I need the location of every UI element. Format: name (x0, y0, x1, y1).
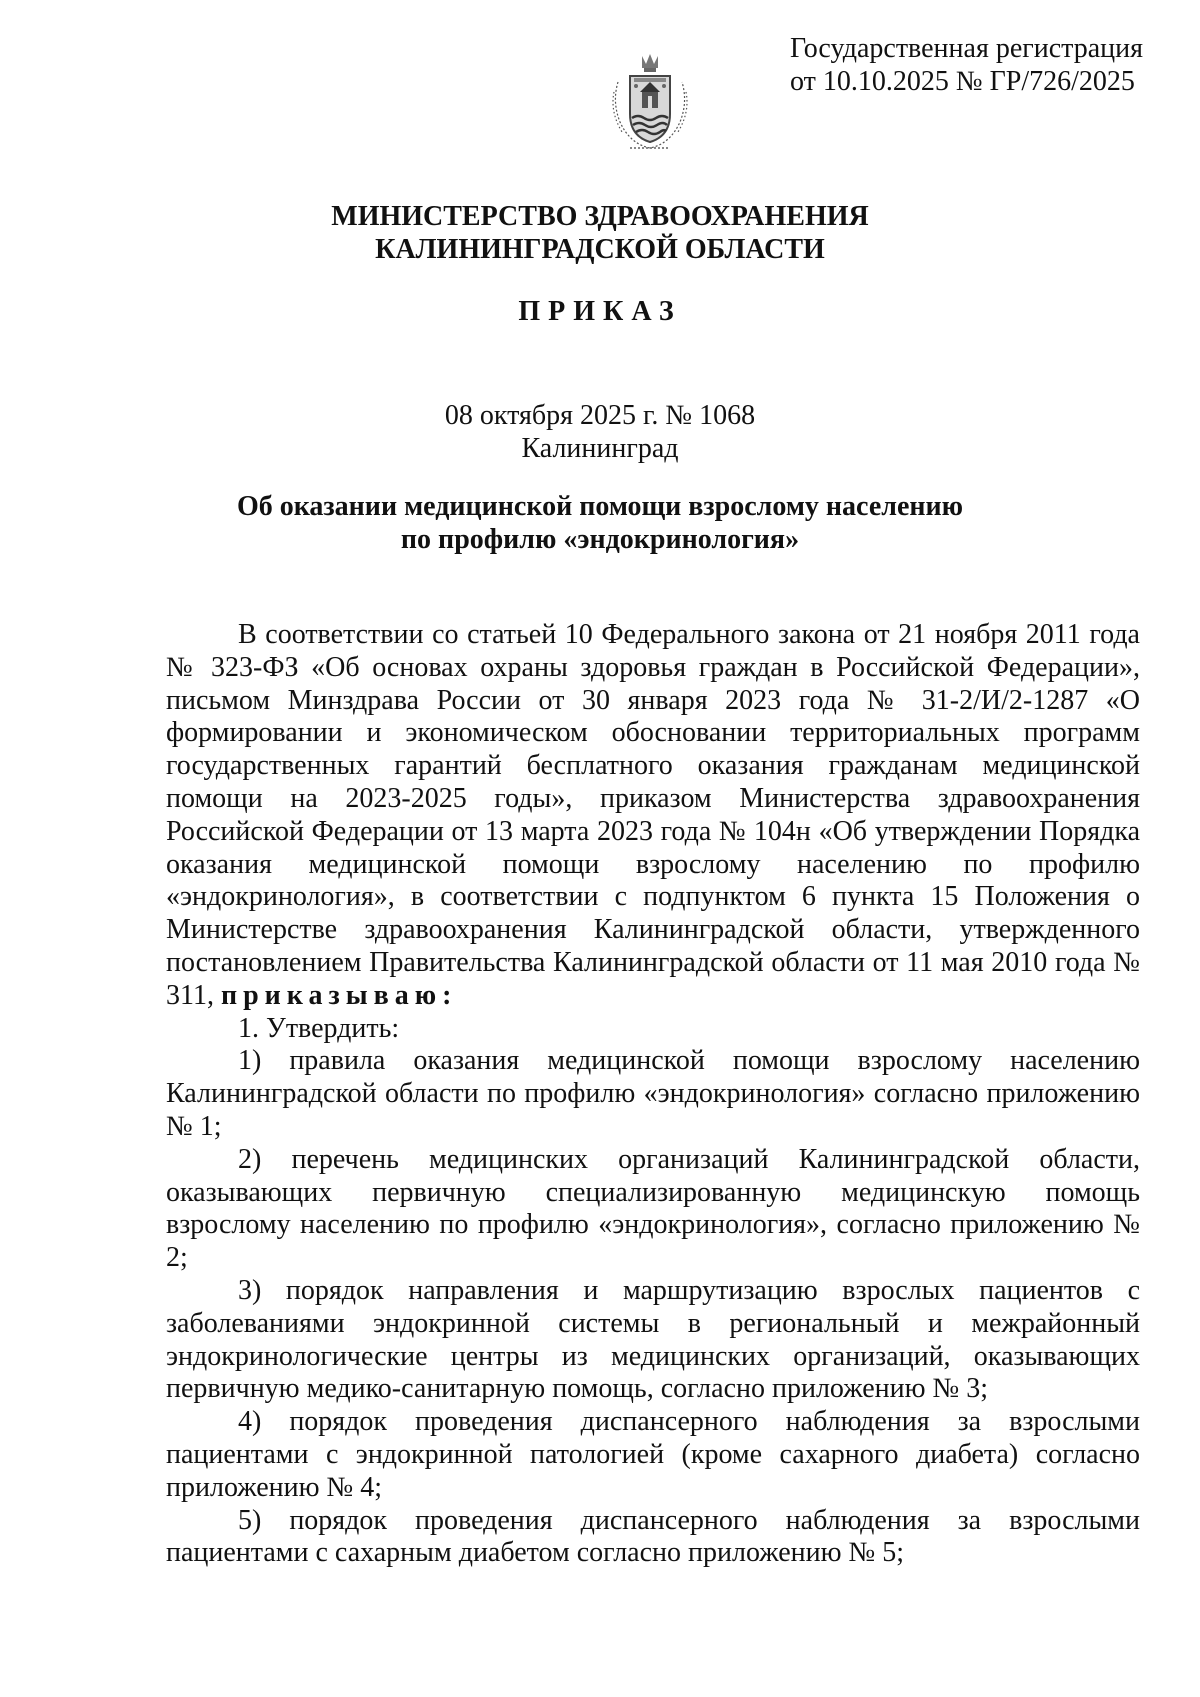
title-line-1: Об оказании медицинской помощи взрослому населению (236, 491, 964, 522)
item-1: 1. Утвердить: (238, 1012, 400, 1044)
city: Калининград (521, 433, 679, 464)
subitem-3: 3) порядок направления и маршрутизацию взрослых пациентов с заболеваниями эндокринной системы в региональный и межрайонный эндокринологические центры из медицинских организаций, оказывающих первичную медико-санитарную помощь, согласно приложению № 3; (166, 1274, 1140, 1405)
registration-stamp (790, 32, 1143, 98)
order-word: приказываю: (220, 979, 458, 1011)
title-line-2: по профилю «эндокринология» (400, 524, 800, 555)
registration-line-2: от 10.10.2025 № ГР/726/2025 (790, 66, 1135, 97)
document-body (166, 619, 1140, 1570)
document-title (150, 490, 1050, 556)
subitem-4: 4) порядок проведения диспансерного наблюдения за взрослыми пациентами с эндокринной патологией (кроме сахарного диабета) согласно приложению № 4; (166, 1406, 1140, 1503)
document-type: ПРИКАЗ (518, 296, 682, 327)
registration-line-1: Государственная регистрация (790, 33, 1143, 64)
ministry-line-2: КАЛИНИНГРАДСКОЙ ОБЛАСТИ (375, 234, 825, 265)
ministry-line-1: МИНИСТЕРСТВО ЗДРАВООХРАНЕНИЯ (331, 201, 869, 232)
subitem-5: 5) порядок проведения диспансерного наблюдения за взрослыми пациентами с сахарным диабетом согласно приложению № 5; (166, 1504, 1140, 1569)
preamble-paragraph (166, 619, 1140, 1013)
preamble-text: В соответствии со статьей 10 Федерального закона от 21 ноября 2011 года № 323-ФЗ «Об основах охраны здоровья граждан в Российской Федерации», письмом Минздрава России от 30 января 2023 года № 31-2/И/2-1287 «О формировании и экономическом обосновании территориальных программ государственных гарантий бесплатного оказания гражданам медицинской помощи на 2023-2025 годы», приказом Министерства здравоохранения Российской Федерации от 13 марта 2023 года № 104н «Об утверждении Порядка оказания медицинской помощи взрослому населению по профилю «эндокринология», в соответствии с подпунктом 6 пункта 15 Положения о Министерстве здравоохранения Калининградской области, утвержденного постановлением Правительства Калининградской области от 11 мая 2010 года № 311, (166, 619, 1140, 1011)
date-and-place (150, 399, 1050, 465)
ministry-name (150, 200, 1050, 266)
date-number: 08 октября 2025 г. № 1068 (444, 400, 756, 431)
coat-of-arms-emblem (608, 52, 692, 152)
subitem-2: 2) перечень медицинских организаций Калининградской области, оказывающих первичную специализированную медицинскую помощь взрослому населению по профилю «эндокринология», согласно приложению № 2; (166, 1143, 1140, 1274)
subitem-1: 1) правила оказания медицинской помощи взрослому населению Калининградской области по профилю «эндокринология» согласно приложению № 1; (166, 1045, 1140, 1142)
